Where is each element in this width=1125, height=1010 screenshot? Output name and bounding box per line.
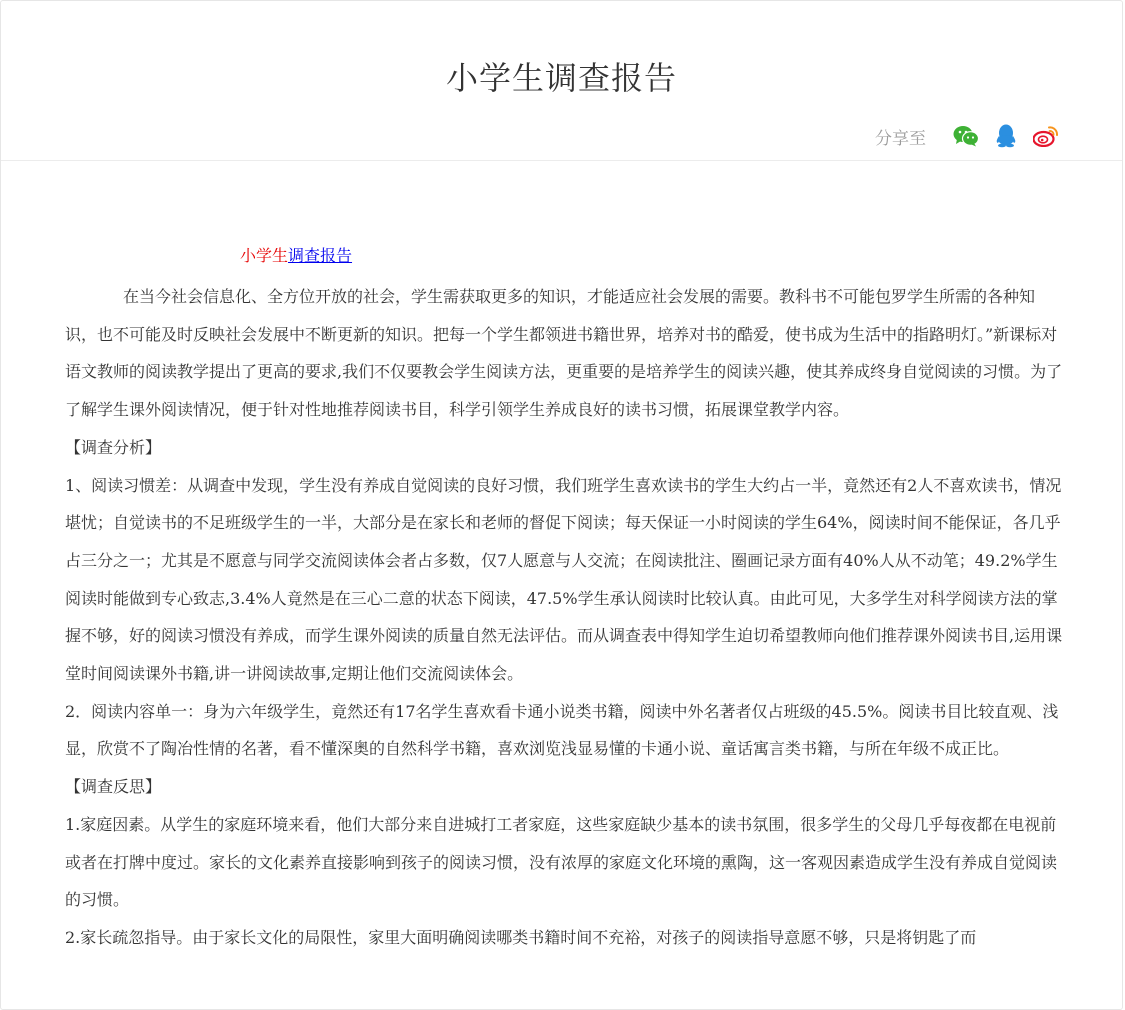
analysis-paragraph-1: 1、阅读习惯差：从调查中发现，学生没有养成自觉阅读的良好习惯，我们班学生喜欢读书的学生大约占一半，竟然还有2人不喜欢读书，情况堪忧；自觉读书的不足班级学生的一半，大部分是在家长和老师的督促下阅读；每天保证一小时阅读的学生64%，阅读时间不能保证，各几乎占三分之一；尤其是不愿意与同学交流阅读体会者占多数，仅7人愿意与人交流；在阅读批注、圈画记录方面有40%人从不动笔；49.2%学生阅读时能做到专心致志,3.4%人竟然是在三心二意的状态下阅读，47.5%学生承认阅读时比较认真。由此可见，大多学生对科学阅读方法的掌握不够，好的阅读习惯没有养成，而学生课外阅读的质量自然无法评估。而从调查表中得知学生迫切希望教师向他们推荐课外阅读书目,运用课堂时间阅读课外书籍,讲一讲阅读故事,定期让他们交流阅读体会。 — [65, 475, 1063, 684]
report-link[interactable]: 调查报告 — [288, 246, 353, 265]
article-body — [65, 241, 1063, 957]
section-title-reflection: 【调查反思】 — [65, 777, 162, 797]
reflection-paragraph-1: 1.家庭因素。从学生的家庭环境来看，他们大部分来自进城打工者家庭，这些家庭缺少基本的读书氛围，很多学生的父母几乎每夜都在电视前或者在打牌中度过。家长的文化素养直接影响到孩子的阅读习惯，没有浓厚的家庭文化环境的熏陶，这一客观因素造成学生没有养成自觉阅读的习惯。 — [65, 814, 1058, 910]
analysis-paragraph-2: 2．阅读内容单一：身为六年级学生，竟然还有17名学生喜欢看卡通小说类书籍，阅读中外名著者仅占班级的45.5%。阅读书目比较直观、浅显，欣赏不了陶冶性情的名著，看不懂深奥的自然科学书籍，喜欢浏览浅显易懂的卡通小说、童话寓言类书籍，与所在年级不成正比。 — [65, 701, 1059, 759]
page-title: 小学生调查报告 — [445, 59, 677, 97]
heading-red-text: 小学生 — [240, 246, 289, 265]
weibo-icon[interactable] — [1032, 122, 1060, 150]
wechat-icon[interactable] — [952, 122, 980, 150]
share-label: 分享至 — [875, 128, 926, 149]
qq-icon[interactable] — [992, 122, 1020, 150]
document-heading — [65, 241, 1063, 271]
reflection-paragraph-2: 2.家长疏忽指导。由于家长文化的局限性，家里大面明确阅读哪类书籍时间不充裕，对孩子的阅读指导意愿不够，只是将钥匙了而 — [65, 927, 977, 947]
article-header — [1, 1, 1122, 161]
intro-paragraph: 在当今社会信息化、全方位开放的社会，学生需获取更多的知识，才能适应社会发展的需要。教科书不可能包罗学生所需的各种知识，也不可能及时反映社会发展中不断更新的知识。把每一个学生都领进书籍世界，培养对书的酷爱，使书成为生活中的指路明灯。”新课标对语文教师的阅读教学提出了更高的要求,我们不仅要教会学生阅读方法，更重要的是培养学生的阅读兴趣，使其养成终身自觉阅读的习惯。为了了解学生课外阅读情况，便于针对性地推荐阅读书目，科学引领学生养成良好的读书习惯，拓展课堂教学内容。 — [65, 287, 1063, 420]
section-title-analysis: 【调查分析】 — [65, 437, 162, 457]
share-bar — [875, 121, 1060, 151]
